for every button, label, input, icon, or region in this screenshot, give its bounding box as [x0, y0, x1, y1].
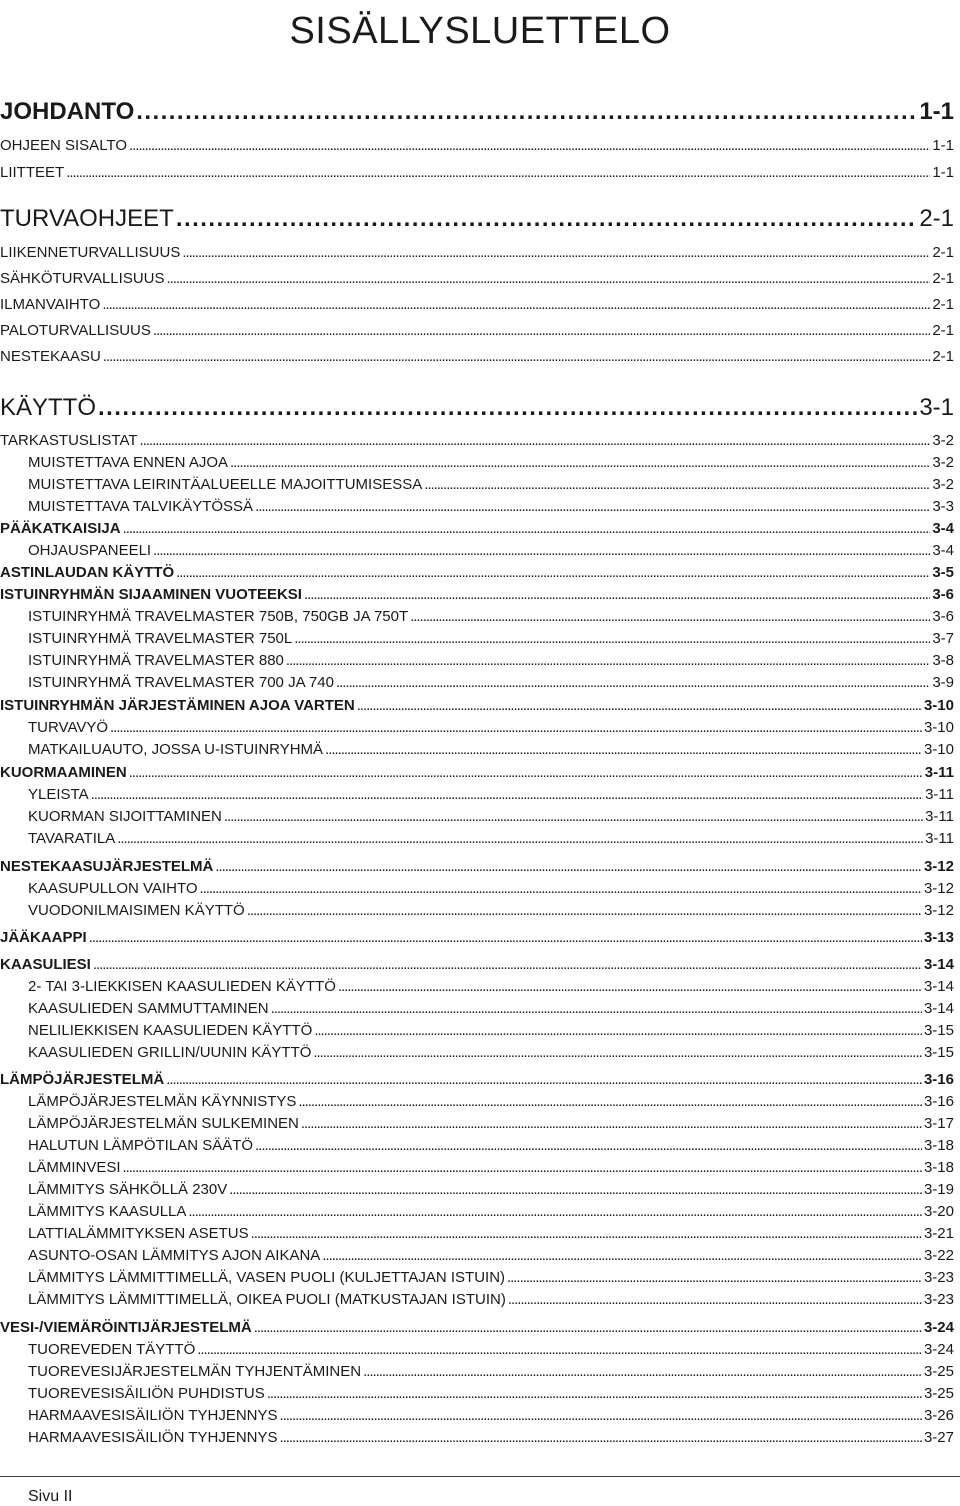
dot-leader	[98, 394, 917, 422]
toc-entry-page: 3-17	[923, 1115, 954, 1132]
toc-entry-page: 3-5	[932, 564, 954, 581]
toc-entry-page: 3-12	[923, 858, 954, 875]
toc-entry	[0, 764, 960, 781]
toc-entry-page: 3-12	[923, 880, 954, 897]
dot-leader	[129, 137, 930, 154]
toc-entry-label: MATKAILUAUTO, JOSSA U-ISTUINRYHMÄ	[28, 741, 324, 758]
dot-leader	[176, 205, 918, 233]
dot-leader	[153, 322, 930, 339]
dot-leader	[271, 1000, 922, 1017]
toc-entry-page: 3-9	[932, 674, 954, 691]
dot-leader	[200, 880, 922, 897]
toc-entry-page: 2-1	[932, 296, 954, 313]
toc-entry	[0, 1022, 960, 1039]
toc-entry-label: LIIKENNETURVALLISUUS	[0, 244, 181, 261]
toc-entry	[0, 880, 960, 897]
toc-entry-page: 2-1	[932, 348, 954, 365]
toc-entry-label: LÄMPÖJÄRJESTELMÄN SULKEMINEN	[28, 1115, 299, 1132]
dot-leader	[424, 476, 930, 493]
toc-entry-page: 3-22	[923, 1247, 954, 1264]
toc-entry-label: ISTUINRYHMÄ TRAVELMASTER 750B, 750GB JA 750T	[28, 608, 409, 625]
toc-entry-label: KAASUPULLON VAIHTO	[28, 880, 198, 897]
toc-entry	[0, 1319, 960, 1336]
toc-entry-label: KAASULIESI	[0, 956, 91, 973]
dot-leader	[229, 1181, 922, 1198]
toc-entry	[0, 1071, 960, 1088]
toc-entry	[0, 542, 960, 559]
toc-entry-label: HALUTUN LÄMPÖTILAN SÄÄTÖ	[28, 1137, 254, 1154]
toc-entry	[0, 564, 960, 581]
toc-entry-label: TURVAOHJEET	[0, 205, 174, 232]
toc-entry-label: SÄHKÖTURVALLISUUS	[0, 270, 165, 287]
toc-entry-page: 3-18	[923, 1137, 954, 1154]
toc-entry-label: JÄÄKAAPPI	[0, 929, 87, 946]
toc-entry-label: HARMAAVESISÄILIÖN TYHJENNYS	[28, 1407, 278, 1424]
toc-entry	[0, 741, 960, 758]
dot-leader	[507, 1269, 922, 1286]
toc-entry-page: 3-11	[925, 786, 954, 803]
toc-entry-page: 3-16	[923, 1071, 954, 1088]
toc-entry-label: VESI-/VIEMÄRÖINTIJÄRJESTELMÄ	[0, 1319, 252, 1336]
toc-entry-label: TUOREVEDEN TÄYTTÖ	[28, 1341, 196, 1358]
toc-entry	[0, 652, 960, 669]
toc-entry-label: MUISTETTAVA LEIRINTÄALUEELLE MAJOITTUMISESSA	[28, 476, 423, 493]
toc-entry-page: 3-21	[923, 1225, 954, 1242]
toc-entry	[0, 1181, 960, 1198]
toc-entry-label: YLEISTA	[28, 786, 89, 803]
dot-leader	[363, 1363, 922, 1380]
toc-entry	[0, 674, 960, 691]
dot-leader	[167, 270, 931, 287]
dot-leader	[280, 1407, 922, 1424]
toc-entry-label: TAVARATILA	[28, 830, 116, 847]
toc-entry-page: 3-4	[932, 520, 954, 537]
toc-entry-label: ISTUINRYHMÄ TRAVELMASTER 880	[28, 652, 284, 669]
toc-entry-label: KÄYTTÖ	[0, 394, 97, 421]
toc-entry-label: ISTUINRYHMÄ TRAVELMASTER 700 JA 740	[28, 674, 334, 691]
toc-entry-page: 3-13	[923, 929, 954, 946]
toc-entry	[0, 205, 960, 233]
toc-entry-page: 2-1	[932, 244, 954, 261]
toc-entry	[0, 1093, 960, 1110]
toc-entry-page: 3-14	[923, 1000, 954, 1017]
dot-leader	[410, 608, 930, 625]
toc-entry-page: 2-1	[932, 270, 954, 287]
dot-leader	[230, 454, 930, 471]
dot-leader	[188, 1203, 922, 1220]
toc-entry-page: 3-6	[932, 608, 954, 625]
toc-entry-label: LIITTEET	[0, 164, 65, 181]
toc-entry	[0, 978, 960, 995]
toc-entry-page: 2-1	[932, 322, 954, 339]
toc-entry-label: LÄMMITYS LÄMMITTIMELLÄ, VASEN PUOLI (KULJETTAJAN ISTUIN)	[28, 1269, 506, 1286]
toc-entry	[0, 164, 960, 181]
toc-entry-page: 3-15	[923, 1044, 954, 1061]
toc-entry-label: LÄMMITYS SÄHKÖLLÄ 230V	[28, 1181, 228, 1198]
toc-entry-label: ILMANVAIHTO	[0, 296, 101, 313]
toc-entry-label: LÄMMINVESI	[28, 1159, 121, 1176]
toc-entry-page: 3-23	[923, 1269, 954, 1286]
dot-leader	[140, 432, 931, 449]
toc-entry-label: TUOREVESIJÄRJESTELMÄN TYHJENTÄMINEN	[28, 1363, 362, 1380]
page-number: Sivu II	[28, 1488, 73, 1505]
toc-entry-page: 3-2	[932, 476, 954, 493]
toc-entry-label: JOHDANTO	[0, 98, 135, 125]
toc-entry-page: 3-2	[932, 432, 954, 449]
dot-leader	[508, 1291, 922, 1308]
toc-entry-page: 3-6	[932, 586, 954, 603]
toc-entry	[0, 808, 960, 825]
toc-entry-label: LÄMMITYS LÄMMITTIMELLÄ, OIKEA PUOLI (MATKUSTAJAN ISTUIN)	[28, 1291, 506, 1308]
toc-entry-label: TUOREVESISÄILIÖN PUHDISTUS	[28, 1385, 265, 1402]
toc-entry-label: LÄMPÖJÄRJESTELMÄN KÄYNNISTYS	[28, 1093, 297, 1110]
toc-entry-page: 3-1	[919, 394, 954, 421]
toc-entry-label: ASUNTO-OSAN LÄMMITYS AJON AIKANA	[28, 1247, 321, 1264]
toc-entry-page: 3-11	[924, 764, 954, 781]
toc-entry	[0, 1269, 960, 1286]
toc-entry-page: 3-24	[923, 1341, 954, 1358]
toc-entry	[0, 929, 960, 946]
dot-leader	[247, 902, 922, 919]
toc-entry-page: 3-27	[923, 1429, 954, 1446]
toc-entry	[0, 394, 960, 422]
toc-entry	[0, 630, 960, 647]
toc-entry-page: 3-18	[923, 1159, 954, 1176]
toc-entry	[0, 454, 960, 471]
toc-entry-label: TURVAVYÖ	[28, 719, 109, 736]
toc-entry	[0, 498, 960, 515]
toc-entry-label: OHJAUSPANEELI	[28, 542, 152, 559]
page-title: SISÄLLYSLUETTELO	[289, 10, 671, 52]
dot-leader	[338, 978, 922, 995]
toc-entry-label: KAASULIEDEN GRILLIN/UUNIN KÄYTTÖ	[28, 1044, 312, 1061]
toc-entry	[0, 1000, 960, 1017]
toc-entry-page: 3-19	[923, 1181, 954, 1198]
toc-entry	[0, 830, 960, 847]
dot-leader	[357, 697, 922, 714]
toc-entry-label: ASTINLAUDAN KÄYTTÖ	[0, 564, 175, 581]
dot-leader	[182, 244, 930, 261]
dot-leader	[117, 830, 923, 847]
toc-entry	[0, 137, 960, 154]
toc-entry	[0, 902, 960, 919]
toc-entry	[0, 322, 960, 339]
toc-entry-label: MUISTETTAVA TALVIKÄYTÖSSÄ	[28, 498, 254, 515]
toc-entry	[0, 858, 960, 875]
toc-entry-page: 3-10	[923, 741, 954, 758]
dot-leader	[103, 348, 930, 365]
toc-entry-label: LÄMMITYS KAASULLA	[28, 1203, 187, 1220]
toc-entry-label: NELILIEKKISEN KAASULIEDEN KÄYTTÖ	[28, 1022, 313, 1039]
dot-leader	[91, 786, 923, 803]
dot-leader	[123, 1159, 922, 1176]
toc-entry-label: KUORMAN SIJOITTAMINEN	[28, 808, 222, 825]
dot-leader	[314, 1022, 922, 1039]
dot-leader	[153, 542, 930, 559]
dot-leader	[166, 1071, 922, 1088]
dot-leader	[129, 764, 923, 781]
dot-leader	[267, 1385, 922, 1402]
toc-entry	[0, 520, 960, 537]
toc-entry-page: 3-25	[923, 1385, 954, 1402]
dot-leader	[110, 719, 922, 736]
toc-entry	[0, 1291, 960, 1308]
toc-entry-page: 3-26	[923, 1407, 954, 1424]
dot-leader	[298, 1093, 922, 1110]
dot-leader	[255, 1137, 922, 1154]
toc-entry	[0, 1203, 960, 1220]
toc-entry-page: 3-20	[923, 1203, 954, 1220]
toc-entry-page: 3-3	[932, 498, 954, 515]
toc-entry-label: ISTUINRYHMÄN SIJAAMINEN VUOTEEKSI	[0, 586, 302, 603]
toc-entry-page: 3-4	[932, 542, 954, 559]
dot-leader	[304, 586, 930, 603]
toc-entry-page: 3-14	[923, 978, 954, 995]
toc-entry-label: KUORMAAMINEN	[0, 764, 127, 781]
toc-entry-page: 3-24	[923, 1319, 954, 1336]
footer-divider	[0, 1476, 960, 1477]
toc-entry	[0, 1247, 960, 1264]
toc-entry	[0, 296, 960, 313]
toc-entry	[0, 348, 960, 365]
toc-entry-label: NESTEKAASUJÄRJESTELMÄ	[0, 858, 214, 875]
toc-entry-page: 1-1	[932, 137, 954, 154]
toc-entry	[0, 1407, 960, 1424]
toc-entry	[0, 1225, 960, 1242]
dot-leader	[325, 741, 922, 758]
dot-leader	[66, 164, 930, 181]
toc-entry-page: 3-15	[923, 1022, 954, 1039]
toc-entry-label: VUODONILMAISIMEN KÄYTTÖ	[28, 902, 245, 919]
dot-leader	[280, 1429, 922, 1446]
toc-entry	[0, 1137, 960, 1154]
toc-entry	[0, 1385, 960, 1402]
toc-entry-page: 3-11	[925, 830, 954, 847]
toc-entry	[0, 244, 960, 261]
toc-entry	[0, 719, 960, 736]
toc-entry	[0, 1159, 960, 1176]
toc-entry-label: ISTUINRYHMÄN JÄRJESTÄMINEN AJOA VARTEN	[0, 697, 355, 714]
toc-entry-page: 3-14	[923, 956, 954, 973]
dot-leader	[197, 1341, 922, 1358]
toc-entry-label: KAASULIEDEN SAMMUTTAMINEN	[28, 1000, 269, 1017]
toc-entry	[0, 98, 960, 126]
toc-entry-label: LATTIALÄMMITYKSEN ASETUS	[28, 1225, 249, 1242]
toc-entry-label: HARMAAVESISÄILIÖN TYHJENNYS	[28, 1429, 278, 1446]
toc-entry-page: 3-7	[932, 630, 954, 647]
toc-entry	[0, 1363, 960, 1380]
dot-leader	[301, 1115, 922, 1132]
toc-entry-page: 1-1	[919, 98, 954, 125]
toc-entry-page: 3-2	[932, 454, 954, 471]
toc-entry-label: PÄÄKATKAISIJA	[0, 520, 121, 537]
toc-entry-page: 2-1	[919, 205, 954, 232]
toc-entry	[0, 697, 960, 714]
dot-leader	[254, 1319, 922, 1336]
toc-entry-label: ISTUINRYHMÄ TRAVELMASTER 750L	[28, 630, 293, 647]
toc-entry	[0, 1044, 960, 1061]
dot-leader	[251, 1225, 922, 1242]
dot-leader	[336, 674, 930, 691]
toc-entry-label: 2- TAI 3-LIEKKISEN KAASULIEDEN KÄYTTÖ	[28, 978, 336, 995]
dot-leader	[313, 1044, 922, 1061]
toc-entry-label: PALOTURVALLISUUS	[0, 322, 151, 339]
toc-entry	[0, 608, 960, 625]
dot-leader	[286, 652, 930, 669]
dot-leader	[93, 956, 922, 973]
toc-entry	[0, 1115, 960, 1132]
dot-leader	[89, 929, 922, 946]
toc-entry	[0, 1341, 960, 1358]
dot-leader	[215, 858, 922, 875]
toc-entry-page: 3-23	[923, 1291, 954, 1308]
dot-leader	[294, 630, 930, 647]
toc-entry-label: MUISTETTAVA ENNEN AJOA	[28, 454, 229, 471]
toc-entry	[0, 270, 960, 287]
toc-entry-page: 3-8	[932, 652, 954, 669]
toc-entry-page: 3-12	[923, 902, 954, 919]
toc-entry	[0, 586, 960, 603]
toc-entry	[0, 432, 960, 449]
dot-leader	[102, 296, 930, 313]
dot-leader	[123, 520, 931, 537]
dot-leader	[176, 564, 930, 581]
toc-entry-page: 1-1	[932, 164, 954, 181]
toc-entry	[0, 476, 960, 493]
dot-leader	[224, 808, 923, 825]
toc-entry-label: NESTEKAASU	[0, 348, 101, 365]
toc-entry-page: 3-10	[923, 719, 954, 736]
toc-entry	[0, 956, 960, 973]
dot-leader	[322, 1247, 922, 1264]
toc-entry-label: TARKASTUSLISTAT	[0, 432, 138, 449]
toc-entry	[0, 786, 960, 803]
toc-entry-page: 3-25	[923, 1363, 954, 1380]
toc-entry	[0, 1429, 960, 1446]
toc-entry-page: 3-11	[925, 808, 954, 825]
toc-entry-label: LÄMPÖJÄRJESTELMÄ	[0, 1071, 165, 1088]
toc-entry-label: OHJEEN SISALTO	[0, 137, 127, 154]
toc-entry-page: 3-10	[923, 697, 954, 714]
toc-entry-page: 3-16	[923, 1093, 954, 1110]
dot-leader	[255, 498, 930, 515]
dot-leader	[136, 98, 917, 126]
